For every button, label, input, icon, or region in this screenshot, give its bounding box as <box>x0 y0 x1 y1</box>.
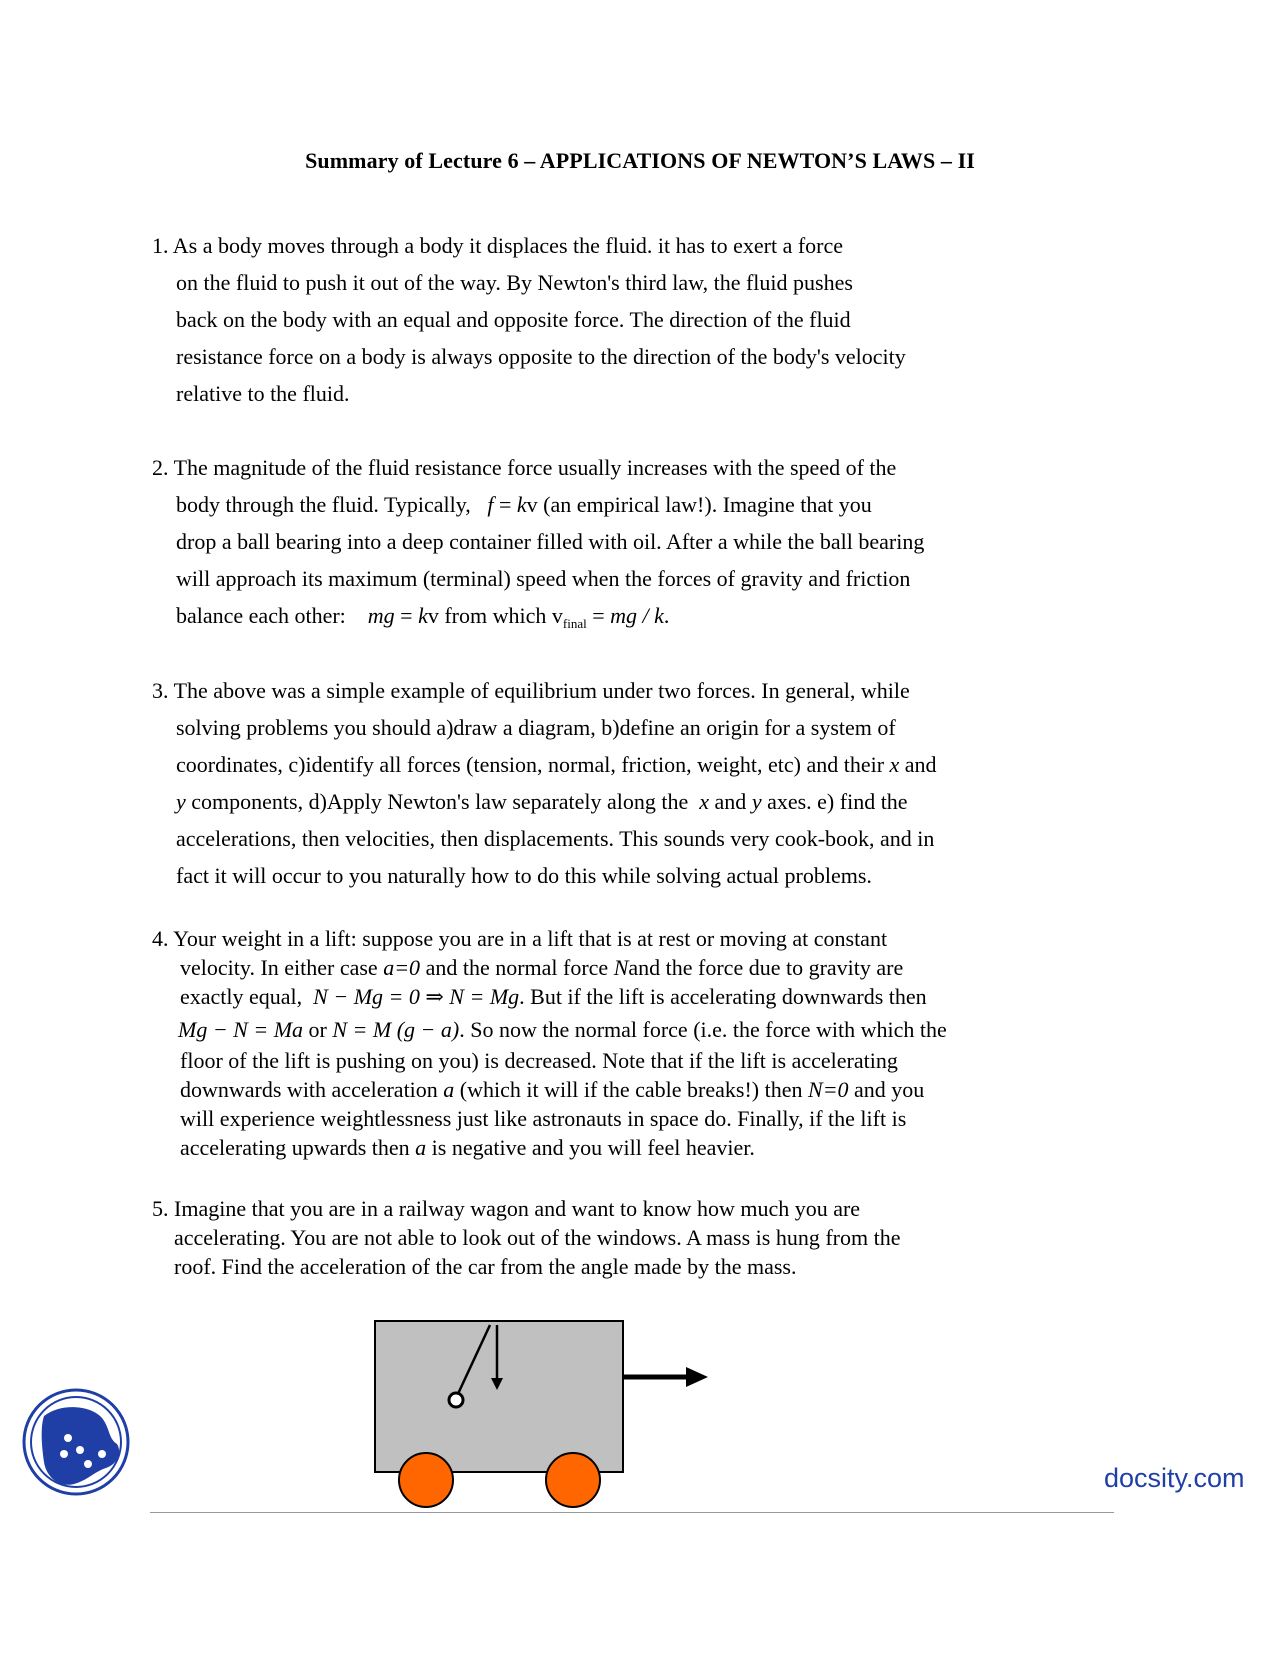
formula-normal-force: N = M (g − a) <box>332 1017 460 1042</box>
item-3-line: 3. The above was a simple example of equilibrium under two forces. In general, while <box>152 678 910 703</box>
item-3-line: solving problems you should a)draw a diagram, b)define an origin for a system of <box>176 715 896 740</box>
item-4-line: will experience weightlessness just like astronauts in space do. Finally, if the lift is <box>180 1106 907 1131</box>
item-4-line: downwards with acceleration a (which it will if the cable breaks!) then N=0 and you <box>180 1077 925 1102</box>
item-4-line: Mg − N = Ma or N = M (g − a). So now the normal force (i.e. the force with which the <box>178 1017 947 1042</box>
item-5-line: roof. Find the acceleration of the car from the angle made by the mass. <box>174 1254 797 1279</box>
pendulum-bob <box>449 1393 463 1407</box>
item-5-line: accelerating. You are not able to look out of the windows. A mass is hung from the <box>174 1225 901 1250</box>
item-1-line: relative to the fluid. <box>176 381 350 406</box>
item-5-line: 5. Imagine that you are in a railway wagon and want to know how much you are <box>152 1196 861 1221</box>
item-4-line: accelerating upwards then a is negative and you will feel heavier. <box>180 1135 755 1160</box>
item-3-line: coordinates, c)identify all forces (tension, normal, friction, weight, etc) and their x and <box>176 752 937 777</box>
item-4-line: velocity. In either case a=0 and the normal force Nand the force due to gravity are <box>180 955 904 980</box>
item-3-line: fact it will occur to you naturally how to do this while solving actual problems. <box>176 863 872 888</box>
acceleration-arrow-head <box>686 1367 708 1387</box>
formula-f: f <box>487 492 494 517</box>
item-2-line: 2. The magnitude of the fluid resistance force usually increases with the speed of the <box>152 455 897 480</box>
formula-terminal-velocity: mg / k <box>610 603 664 628</box>
item-2-line: balance each other: mg = kv from which $v_{final}$ = mg / k. <box>176 603 670 631</box>
footer-divider <box>150 1512 1114 1513</box>
item-2-line: body through the fluid. Typically, f = kv (an empirical law!). Imagine that you <box>176 492 872 517</box>
item-4-line: exactly equal, N − Mg = 0 ⇒ N = Mg. But if the lift is accelerating downwards then <box>180 984 927 1009</box>
item-3-line: y components, d)Apply Newton's law separately along the x and y axes. e) find the <box>176 789 908 814</box>
docsity-brand-link[interactable]: docsity.com <box>1104 1463 1245 1493</box>
item-4-line: 4. Your weight in a lift: suppose you are in a lift that is at rest or moving at constant <box>152 926 888 951</box>
formula-mg: mg <box>367 603 395 628</box>
item-1-line: 1. As a body moves through a body it displaces the fluid. it has to exert a force <box>152 233 844 258</box>
formula-accel-down: Mg − N = Ma <box>178 1017 304 1042</box>
item-1-line: resistance force on a body is always opposite to the direction of the body's velocity <box>176 344 906 369</box>
page-title: Summary of Lecture 6 – APPLICATIONS OF NEWTON’S LAWS – II <box>305 148 975 173</box>
item-3-line: accelerations, then velocities, then displacements. This sounds very cook-book, and in <box>176 826 935 851</box>
docsity-logo <box>22 1388 130 1496</box>
formula-equilibrium: N − Mg = 0 ⇒ N = Mg <box>313 984 520 1009</box>
wagon-body <box>375 1321 623 1472</box>
item-2-line: drop a ball bearing into a deep container filled with oil. After a while the ball bearing <box>176 529 925 554</box>
item-4-line: floor of the lift is pushing on you) is decreased. Note that if the lift is accelerating <box>180 1048 898 1073</box>
item-1-line: on the fluid to push it out of the way. By Newton's third law, the fluid pushes <box>176 270 853 295</box>
wagon-wheel <box>546 1453 600 1507</box>
wagon-wheel <box>399 1453 453 1507</box>
item-1-line: back on the body with an equal and opposite force. The direction of the fluid <box>176 307 851 332</box>
item-2-line: will approach its maximum (terminal) speed when the forces of gravity and friction <box>176 566 911 591</box>
wagon-diagram <box>372 1318 732 1518</box>
